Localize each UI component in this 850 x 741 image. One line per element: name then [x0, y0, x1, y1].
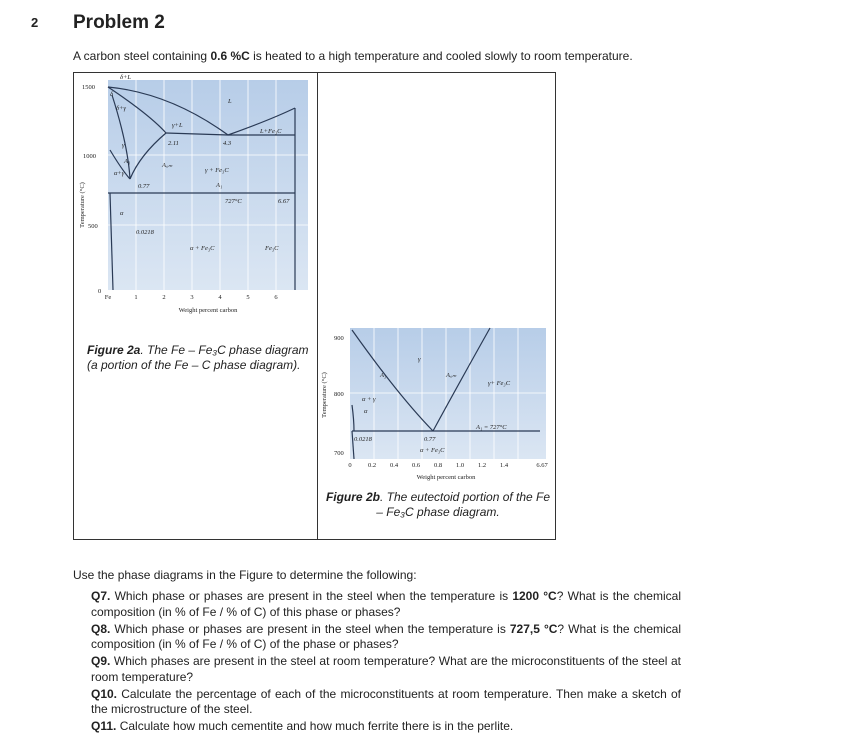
- x-tick: 0.6: [411, 462, 421, 469]
- x-tick: 6: [274, 294, 278, 301]
- label-delta-gamma: δ+γ: [116, 105, 126, 112]
- x-tick: 1.2: [477, 462, 487, 469]
- x-tick: 1: [134, 294, 138, 301]
- y-tick: 1500: [82, 84, 95, 91]
- question-q9: Q9. Which phases are present in the steel at room temperature? What are the microconstituents of the steel at room temperature?: [91, 654, 681, 684]
- y-tick: 900: [334, 335, 344, 342]
- x-axis-ticks: [105, 294, 279, 301]
- label-a1: A₁: [216, 182, 223, 189]
- label-667: 6.67: [278, 198, 290, 205]
- figure-2a: [80, 75, 312, 315]
- x-axis-label: Weight percent carbon: [416, 474, 476, 481]
- figure-2a-caption: Figure 2a. The Fe – Fe₃C phase diagram (a portion of the Fe – C phase diagram).: [87, 343, 309, 372]
- label-alpha-gamma: α+γ: [114, 170, 125, 177]
- diagram-background: [350, 328, 546, 459]
- x-tick: 2: [162, 294, 166, 301]
- label-l-fe3c: L+Fe₃C: [260, 128, 282, 135]
- x-tick: 0.8: [433, 462, 443, 469]
- x-tick: Fe: [104, 294, 112, 301]
- label-gamma: γ: [122, 142, 125, 149]
- label-00218: 0.0218: [136, 229, 154, 236]
- label-fe3c: Fe₃C: [265, 245, 279, 252]
- x-tick: 5: [246, 294, 250, 301]
- problem-intro: A carbon steel containing 0.6 %C is heated to a high temperature and cooled slowly to room temperature.: [73, 49, 633, 63]
- x-tick: 0: [348, 462, 352, 469]
- problem-number: 2: [31, 15, 39, 30]
- instructions: Use the phase diagrams in the Figure to determine the following:: [73, 568, 417, 582]
- y-tick: 500: [88, 223, 98, 230]
- question-q8: Q8. Which phase or phases are present in the steel when the temperature is 727,5 °C? What is the chemical composition (in % of Fe / % of C) of the phase or phases?: [91, 621, 681, 651]
- y-axis-label: Temperature (°C): [79, 182, 86, 228]
- x-tick: 1.4: [499, 462, 509, 469]
- label-077: 0.77: [424, 436, 436, 443]
- label-alpha-fe3c: α + Fe₃C: [190, 245, 215, 252]
- x-tick: 1.0: [455, 462, 465, 469]
- label-a3: A₃: [380, 372, 387, 379]
- figure-2b-caption: Figure 2b. The eutectoid portion of the Fe – Fe₃C phase diagram.: [325, 490, 551, 519]
- label-alpha-gamma: α + γ: [362, 396, 376, 403]
- figure-2b: [318, 325, 550, 485]
- label-acm: A꜀ₘ: [446, 372, 457, 379]
- y-tick: 700: [334, 450, 344, 457]
- label-delta: δ: [110, 91, 114, 98]
- label-acm: A꜀ₘ: [162, 162, 173, 169]
- label-delta-l: δ+L: [120, 74, 132, 81]
- label-211: 2.11: [168, 140, 179, 147]
- x-tick-end: 6.67: [536, 462, 548, 469]
- label-alpha: α: [120, 210, 124, 217]
- question-list: [91, 589, 681, 736]
- y-axis-label: Temperature (°C): [321, 372, 328, 418]
- label-a1: A₁ = 727°C: [476, 424, 507, 431]
- x-tick: 4: [218, 294, 222, 301]
- label-l: L: [228, 98, 232, 105]
- label-gamma: γ: [418, 356, 421, 363]
- label-727: 727°C: [225, 198, 242, 205]
- y-tick: 1000: [83, 153, 96, 160]
- label-077: 0.77: [138, 183, 150, 190]
- x-tick: 0.2: [367, 462, 377, 469]
- label-00218: 0.0218: [354, 436, 372, 443]
- label-alpha: α: [364, 408, 368, 415]
- label-gamma-l: γ+L: [172, 122, 183, 129]
- label-43: 4.3: [223, 140, 232, 147]
- question-q11: Q11. Calculate how much cementite and how much ferrite there is in the perlite.: [91, 719, 514, 733]
- x-tick: 3: [190, 294, 194, 301]
- label-a3: A₃: [124, 158, 131, 165]
- y-tick: 800: [334, 391, 344, 398]
- x-axis-ticks: [348, 462, 548, 469]
- y-axis-ticks: [334, 335, 344, 457]
- question-q10: Q10. Calculate the percentage of each of the microconstituents at room temperature. Then make a sketch of the microstructure of the steel.: [91, 686, 681, 716]
- x-tick: 0.4: [389, 462, 399, 469]
- y-tick: 0: [98, 288, 102, 295]
- label-gamma-fe3c: γ + Fe₃C: [205, 167, 229, 174]
- page-title: Problem 2: [73, 12, 165, 33]
- label-gamma-fe3c: γ+ Fe₃C: [488, 380, 511, 387]
- label-alpha-fe3c: α + Fe₃C: [420, 447, 445, 454]
- x-axis-label: Weight percent carbon: [178, 307, 238, 314]
- question-q7: Q7. Which phase or phases are present in the steel when the temperature is 1200 °C? What is the chemical composition (in % of Fe / % of C) of this phase or phases?: [91, 589, 681, 619]
